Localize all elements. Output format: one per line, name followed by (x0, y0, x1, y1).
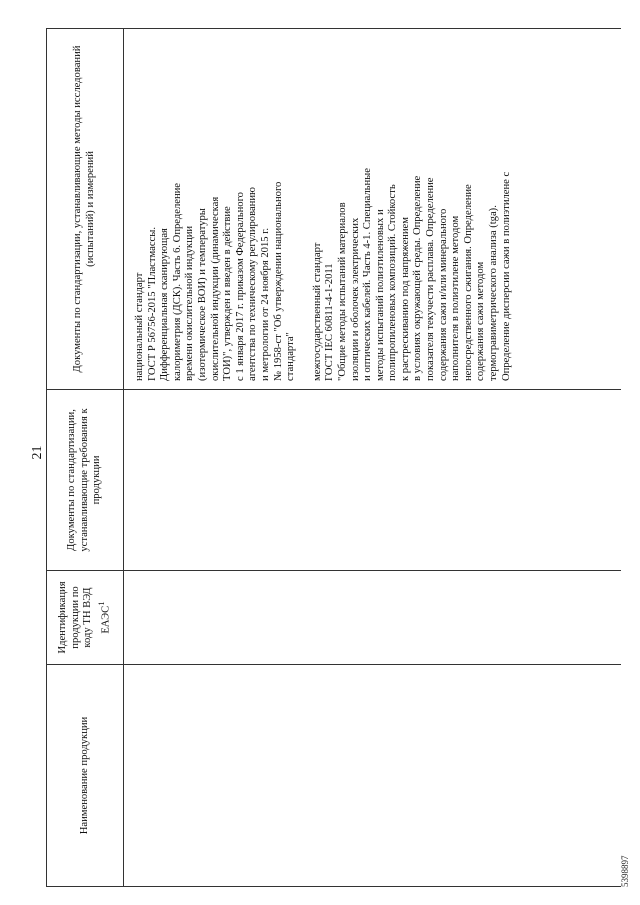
entry-line: Дифференциальная сканирующая (159, 228, 171, 381)
entry-line: стандарта" (285, 332, 297, 381)
entry-line: полипропиленовых композиций. Стойкость (387, 184, 399, 381)
entry-line: непосредственного сжигания. Определение (462, 184, 474, 381)
entry-line: изоляции и оболочек электрических (349, 217, 361, 381)
entry-line: (изотермическое ВОИ) и температуры (196, 208, 208, 381)
standards-table (46, 28, 621, 887)
footnote-marker: 1 (95, 601, 106, 606)
entry-line: содержания сажи методом (475, 261, 487, 381)
entry-line: с 1 января 2017 г. приказом Федерального (234, 192, 246, 381)
entry-line: агентства по техническому регулированию (247, 187, 259, 381)
header-tn-ved (47, 571, 124, 665)
entry-line: ГОСТ IEC 60811-4-1-2011 (324, 263, 336, 381)
entry-line: наполнителя в полиэтилене методом (450, 215, 462, 381)
entry-line: "Общие методы испытаний материалов (336, 202, 348, 381)
cell-product-name (124, 665, 622, 887)
entry-line: к растрескиванию под напряжением (399, 217, 411, 381)
table-row (124, 29, 622, 887)
table-header-row (47, 29, 124, 887)
entry-line: и оптических кабелей. Часть 4-1. Специальные (362, 168, 374, 381)
standard-entry (312, 33, 514, 381)
entry-line: межгосударственный стандарт (311, 242, 323, 381)
header-tn-ved-text: Идентификация продукции по коду ТН ВЭД ЕАЭС (57, 581, 112, 654)
standard-entry (134, 33, 298, 381)
entry-line: в условиях окружающей среды. Определение (412, 175, 424, 381)
page-number: 21 (30, 445, 45, 460)
cell-methods-docs (124, 29, 622, 390)
header-product-name: Наименование продукции (47, 665, 124, 887)
entry-line: № 1958-ст "Об утверждении национального (272, 181, 284, 381)
header-methods-docs: Документы по стандартизации, устанавливающие методы исследований (испытаний) и измерений (47, 29, 124, 390)
cell-requirements-docs (124, 390, 622, 571)
entry-line: ГОСТ Р 56756-2015 "Пластмассы. (146, 226, 158, 381)
entry-line: калориметрия (ДСК). Часть 6. Определение (171, 183, 183, 381)
entry-line: термогравиметрического анализа (tga). (488, 205, 500, 381)
header-requirements-docs: Документы по стандартизации, устанавливающие требования к продукции (47, 390, 124, 571)
entry-line: методы испытаний полиэтиленовых и (374, 209, 386, 381)
entry-line: содержания сажи и/или минерального (437, 208, 449, 381)
cell-tn-ved (124, 571, 622, 665)
entry-line: времени окислительной индукции (184, 225, 196, 381)
entry-line: национальный стандарт (134, 272, 145, 381)
entry-line: показателя текучести расплава. Определение (425, 177, 437, 381)
entry-line: ТОИ)", утвержден и введен в действие (222, 206, 234, 381)
entry-line: и метрологии от 24 ноября 2015 г. (259, 227, 271, 381)
entry-line: Определение дисперсии сажи в полиэтилене с (500, 171, 512, 381)
entry-line: окислительной индукции (динамическая (209, 196, 221, 381)
side-code: 5398897 (620, 855, 630, 887)
